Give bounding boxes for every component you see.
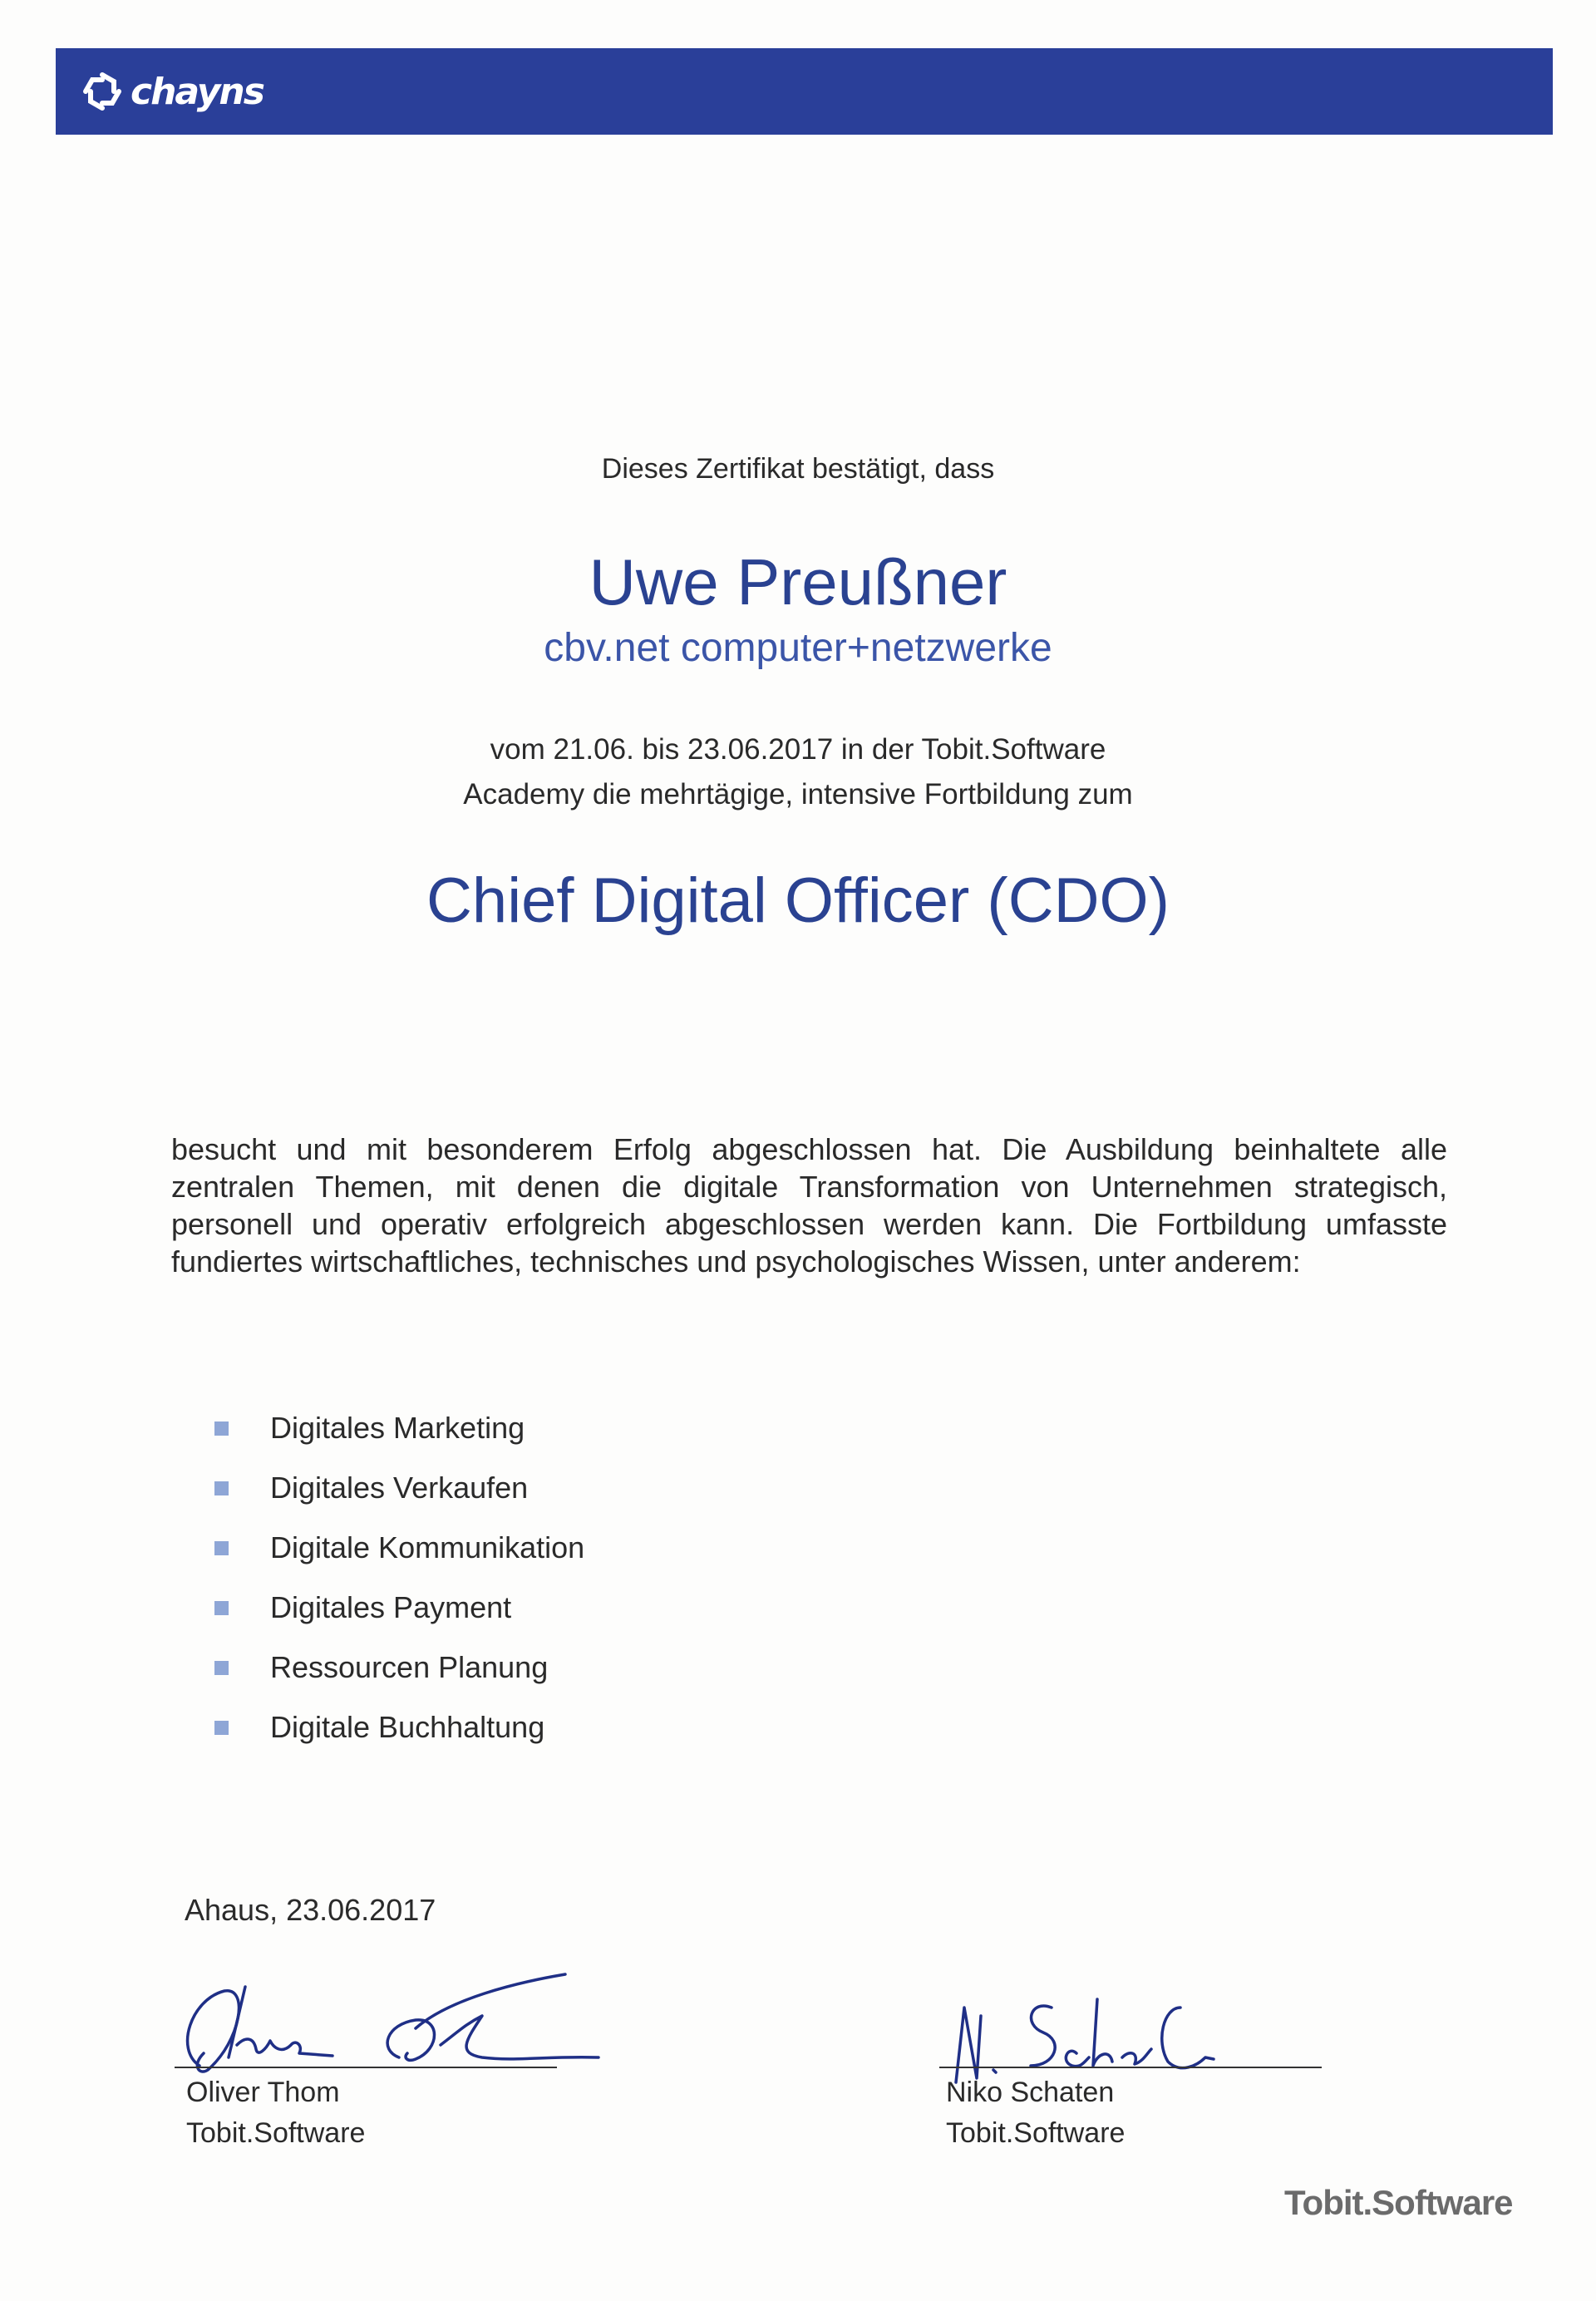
chayns-logo xyxy=(81,70,264,113)
place-and-date: Ahaus, 23.06.2017 xyxy=(185,1893,436,1927)
body-line: besucht und mit besonderem Erfolg abgeschlossen hat. Die Ausbildung beinhaltete alle xyxy=(171,1132,1447,1166)
list-item xyxy=(214,1697,584,1757)
topic-label: Digitale Kommunikation xyxy=(270,1530,585,1564)
chayns-logo-text: chayns xyxy=(131,70,264,113)
certificate-intro: Dieses Zertifikat bestätigt, dass xyxy=(601,453,995,485)
topic-label: Digitales Payment xyxy=(270,1590,512,1624)
signatory-org: Tobit.Software xyxy=(186,2117,366,2149)
description-line: Academy die mehrtägige, intensive Fortbildung zum xyxy=(463,778,1133,811)
chayns-logo-icon xyxy=(81,70,124,113)
list-item xyxy=(214,1518,584,1578)
list-item xyxy=(214,1398,584,1458)
bullet-square-icon xyxy=(214,1421,229,1436)
body-line: zentralen Themen, mit denen die digitale Transformation von Unternehmen strategisch, xyxy=(171,1170,1447,1204)
list-item xyxy=(214,1458,584,1518)
signatory-org: Tobit.Software xyxy=(946,2117,1126,2149)
description-line: vom 21.06. bis 23.06.2017 in der Tobit.Software xyxy=(490,733,1106,766)
signatory-name: Oliver Thom xyxy=(186,2077,340,2108)
list-item xyxy=(214,1638,584,1697)
topic-label: Ressourcen Planung xyxy=(270,1650,549,1684)
bullet-square-icon xyxy=(214,1721,229,1735)
topic-label: Digitales Marketing xyxy=(270,1411,525,1445)
recipient-name: Uwe Preußner xyxy=(589,545,1007,618)
signatory-name: Niko Schaten xyxy=(946,2077,1115,2108)
signature-line-right xyxy=(939,2067,1322,2068)
bullet-square-icon xyxy=(214,1661,229,1675)
header-bar xyxy=(56,48,1553,135)
bullet-square-icon xyxy=(214,1541,229,1555)
bullet-square-icon xyxy=(214,1481,229,1495)
body-line: personell und operativ erfolgreich abgeschlossen werden kann. Die Fortbildung umfasste xyxy=(171,1207,1447,1241)
topic-list xyxy=(214,1398,584,1757)
signature-line-left xyxy=(175,2067,557,2068)
course-title: Chief Digital Officer (CDO) xyxy=(426,865,1170,936)
signatory-right xyxy=(946,2072,1125,2154)
signatory-left xyxy=(186,2072,365,2154)
list-item xyxy=(214,1578,584,1638)
course-description xyxy=(0,727,1596,817)
bullet-square-icon xyxy=(214,1601,229,1615)
tobit-software-logo: Tobit.Software xyxy=(1284,2183,1513,2222)
certificate-body xyxy=(171,1131,1447,1280)
body-line: fundiertes wirtschaftliches, technisches und psychologisches Wissen, unter anderem: xyxy=(171,1244,1301,1279)
recipient-company: cbv.net computer+netzwerke xyxy=(544,626,1052,670)
topic-label: Digitale Buchhaltung xyxy=(270,1710,545,1744)
topic-label: Digitales Verkaufen xyxy=(270,1471,529,1505)
